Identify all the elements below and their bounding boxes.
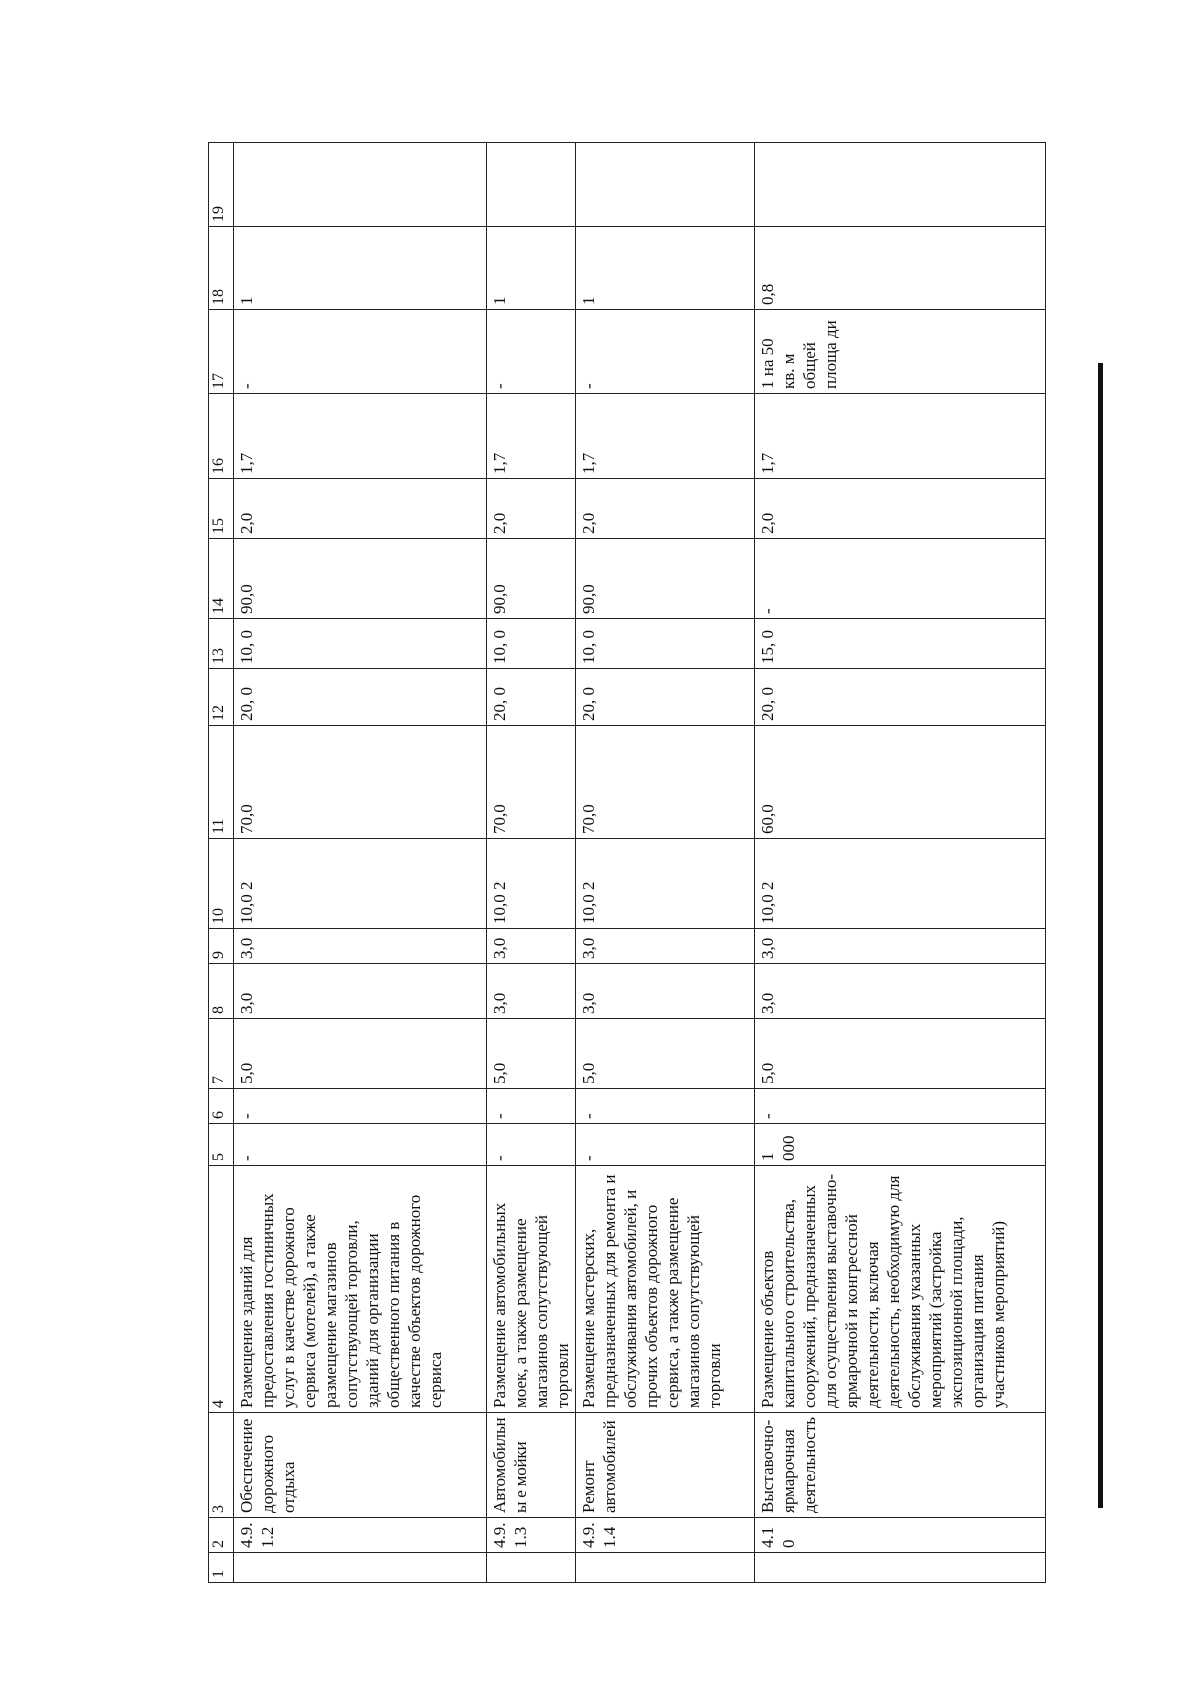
column-number: 15 [209, 479, 234, 539]
table-row [487, 143, 576, 1583]
table-row [755, 143, 1046, 1583]
cell-col-16: 1,7 [755, 394, 1046, 479]
column-number: 3 [209, 1413, 234, 1518]
cell-col-12: 20, 0 [487, 669, 576, 726]
cell-col-19 [576, 143, 755, 227]
cell-col-6: - [576, 1089, 755, 1124]
cell-col-15: 2,0 [234, 479, 487, 539]
land-use-regulations-table [208, 142, 1046, 1583]
cell-col-5: - [576, 1124, 755, 1166]
cell-col-9: 3,0 [234, 929, 487, 964]
margin-rule-line [1098, 363, 1103, 1508]
cell-col-17: 1 на 50 кв. м общей площа ди [755, 310, 1046, 394]
cell-col-12: 20, 0 [755, 669, 1046, 726]
cell-col-10: 10,0 2 [755, 839, 1046, 929]
cell-code: 4.9. 1.4 [576, 1518, 755, 1553]
cell-use-name: Ремонт автомобилей [576, 1413, 755, 1518]
cell-index [755, 1553, 1046, 1583]
column-number: 8 [209, 964, 234, 1019]
cell-col-15: 2,0 [576, 479, 755, 539]
cell-col-13: 10, 0 [234, 619, 487, 669]
cell-use-name: Автомобильны е мойки [487, 1413, 576, 1518]
cell-col-7: 5,0 [576, 1019, 755, 1089]
column-number-row [209, 143, 234, 1583]
cell-col-7: 5,0 [755, 1019, 1046, 1089]
cell-col-15: 2,0 [487, 479, 576, 539]
cell-col-17: - [576, 310, 755, 394]
cell-use-name: Выставочно-ярмарочная деятельность [755, 1413, 1046, 1518]
cell-col-17: - [487, 310, 576, 394]
cell-col-11: 70,0 [576, 726, 755, 839]
cell-use-name: Обеспечение дорожного отдыха [234, 1413, 487, 1518]
cell-col-10: 10,0 2 [487, 839, 576, 929]
cell-col-5: 1 000 [755, 1124, 1046, 1166]
cell-col-13: 10, 0 [487, 619, 576, 669]
cell-index [576, 1553, 755, 1583]
cell-col-13: 15, 0 [755, 619, 1046, 669]
cell-code: 4.9. 1.2 [234, 1518, 487, 1553]
cell-col-18: 1 [576, 227, 755, 310]
column-number: 17 [209, 310, 234, 394]
column-number: 18 [209, 227, 234, 310]
cell-col-16: 1,7 [576, 394, 755, 479]
cell-col-14: 90,0 [487, 539, 576, 619]
column-number: 11 [209, 726, 234, 839]
cell-index [487, 1553, 576, 1583]
cell-col-6: - [487, 1089, 576, 1124]
cell-col-10: 10,0 2 [576, 839, 755, 929]
cell-col-18: 1 [234, 227, 487, 310]
cell-col-14: 90,0 [234, 539, 487, 619]
column-number: 5 [209, 1124, 234, 1166]
cell-col-11: 70,0 [487, 726, 576, 839]
column-number: 1 [209, 1553, 234, 1583]
cell-code: 4.1 0 [755, 1518, 1046, 1553]
column-number: 4 [209, 1166, 234, 1413]
cell-use-description: Размещение объектов капитального строительства, сооружений, предназначенных для осуществления выставочно-ярмарочной и конгрессной деятельности, включая деятельность, необходимую для обслуживания указанных мероприятий (застройка экспозиционной площади, организация питания участников мероприятий) [755, 1166, 1046, 1413]
cell-index [234, 1553, 487, 1583]
cell-use-description: Размещение мастерских, предназначенных для ремонта и обслуживания автомобилей, и прочих объектов дорожного сервиса, а также размещение магазинов сопутствующей торговли [576, 1166, 755, 1413]
cell-col-7: 5,0 [487, 1019, 576, 1089]
cell-col-11: 60,0 [755, 726, 1046, 839]
column-number: 6 [209, 1089, 234, 1124]
cell-col-8: 3,0 [234, 964, 487, 1019]
column-number: 10 [209, 839, 234, 929]
cell-col-12: 20, 0 [234, 669, 487, 726]
cell-col-14: - [755, 539, 1046, 619]
cell-col-19 [234, 143, 487, 227]
cell-col-6: - [234, 1089, 487, 1124]
cell-col-8: 3,0 [755, 964, 1046, 1019]
cell-col-11: 70,0 [234, 726, 487, 839]
column-number: 2 [209, 1518, 234, 1553]
cell-col-10: 10,0 2 [234, 839, 487, 929]
cell-col-6: - [755, 1089, 1046, 1124]
cell-col-14: 90,0 [576, 539, 755, 619]
cell-col-19 [755, 143, 1046, 227]
column-number: 13 [209, 619, 234, 669]
cell-col-9: 3,0 [755, 929, 1046, 964]
cell-col-13: 10, 0 [576, 619, 755, 669]
cell-col-17: - [234, 310, 487, 394]
column-number: 9 [209, 929, 234, 964]
cell-col-16: 1,7 [487, 394, 576, 479]
cell-col-5: - [487, 1124, 576, 1166]
cell-col-15: 2,0 [755, 479, 1046, 539]
cell-col-18: 1 [487, 227, 576, 310]
cell-col-9: 3,0 [576, 929, 755, 964]
cell-col-16: 1,7 [234, 394, 487, 479]
rotated-table-sheet [208, 143, 1053, 1583]
table-row [234, 143, 487, 1583]
table-row [576, 143, 755, 1583]
cell-col-9: 3,0 [487, 929, 576, 964]
cell-use-description: Размещение зданий для предоставления гостиничных услуг в качестве дорожного сервиса (мотелей), а также размещение магазинов сопутствующей торговли, зданий для организации общественного питания в качестве объектов дорожного сервиса [234, 1166, 487, 1413]
cell-col-18: 0,8 [755, 227, 1046, 310]
column-number: 16 [209, 394, 234, 479]
cell-col-12: 20, 0 [576, 669, 755, 726]
column-number: 12 [209, 669, 234, 726]
cell-col-8: 3,0 [487, 964, 576, 1019]
cell-col-19 [487, 143, 576, 227]
column-number: 14 [209, 539, 234, 619]
column-number: 7 [209, 1019, 234, 1089]
cell-use-description: Размещение автомобильных моек, а также размещение магазинов сопутствующей торговли [487, 1166, 576, 1413]
column-number: 19 [209, 143, 234, 227]
cell-col-8: 3,0 [576, 964, 755, 1019]
cell-col-5: - [234, 1124, 487, 1166]
cell-col-7: 5,0 [234, 1019, 487, 1089]
cell-code: 4.9. 1.3 [487, 1518, 576, 1553]
